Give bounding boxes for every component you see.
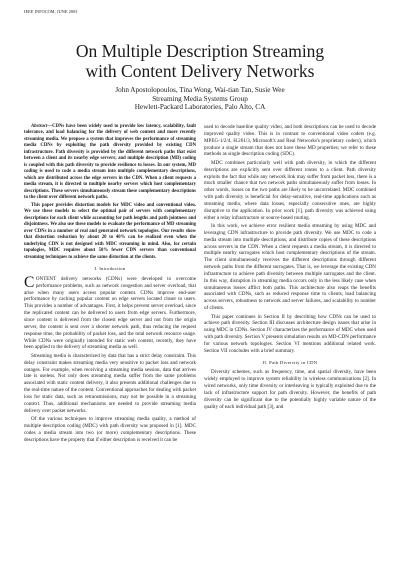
abstract: [24, 124, 196, 261]
author-names: John Apostolopoulos, Tina Wong, Wai-tian Tan, Susie Wee: [115, 86, 285, 94]
section-heading-introduction: I. Introduction: [94, 266, 126, 272]
intro-paragraph-3: Of the various techniques to improve streaming media quality, a method of multiple description coding (MDC) with path diversity was proposed in [1]. MDC codes a media stream into two (or more) complementary descriptions. These descriptions have the property that if either description is received it can be: [24, 416, 196, 443]
title-line-2: with Content Delivery Networks: [85, 61, 315, 81]
right-paragraph-2: MDC combines particularly well with path diversity, in which the different descriptions are explicitly sent over different routes to a client. Path diversity exploits the fact that while any network link may suffer from packet loss, there is a much smaller chance that two network paths simultaneously suffer from losses. In other words, losses on the two paths are likely to be uncorrelated. MDC combined with path diversity is beneficial for delay-sensitive, real-time applications such as streaming media, where data losses, especially consecutive ones, are highly disruptive to the application. In prior work [1], path diversity was achieved using either a relay infrastructure or source-based routing.: [204, 159, 376, 221]
right-paragraph-4: This paper continues in Section II by describing how CDNs can be used to achieve path diversity. Section III discusses architecture design issues that arise in using MDC in CDNs. Section IV characterizes the performance of MDC when used with path diversity. Section V presents simulation results on MD-CDN performance for various network topologies. Section VI mentions additional related work. Section VII concludes with a brief summary.: [204, 313, 376, 354]
running-header: IEEE INFOCOM, JUNE 2003: [24, 9, 78, 14]
right-paragraph-3: In this work, we achieve error resilient media streaming by using MDC and leveraging CDN infrastructure to provide path diversity. We use MDC to code a media stream into multiple descriptions, and distribute copies of these descriptions across servers in the CDN. When a client requests a media stream, it is directed to multiple nearby surrogates which host complementary descriptions of the stream. The client simultaneously receives the different descriptions through different network paths from the different surrogates. That is, we leverage the existing CDN infrastructure to achieve path diversity between multiple surrogates and the client. In this way, disruption in streaming media occurs only in the less likely case when simultaneous losses afflict both paths. This architecture also reaps the benefits associated with CDNs, such as reduced response time to clients, load balancing across servers, robustness to network and server failures, and scalability to number of clients.: [204, 223, 376, 312]
abstract-paragraph-1: —CDNs have been widely used to provide low latency, scalability, fault tolerance, and load balancing for the delivery of web content and more recently streaming media. We propose a system that improves the performance of streaming media CDNs by exploiting the path diversity provided by existing CDN infrastructure. Path diversity is provided by the different network paths that exist between a client and its nearby edge servers; and multiple description (MD) coding is coupled with this path diversity to provide resilience to losses. In our system, MD coding is used to code a media stream into multiple complementary descriptions, which are distributed across the edge servers in the CDN. When a client requests a media stream, it is directed to multiple nearby servers which host complementary descriptions. These servers simultaneously stream these complementary descriptions to the client over different network paths.: [24, 124, 196, 200]
author-block: [0, 86, 400, 112]
paper-title: [0, 41, 400, 81]
section-heading-path-diversity: II. Path Diversity in CDN: [262, 359, 318, 365]
drop-cap: C: [24, 273, 35, 291]
intro-paragraph-1: CONTENT delivery networks (CDNs) were developed to overcome performance problems, such as network congestion and server overload, that arise when many users access popular content. CDNs improve end-user performance by caching popular content on edge servers located closer to users. This provides a number of advantages. First, it helps prevent server overload, since the replicated content can be delivered to users from edge servers. Furthermore, since content is delivered from the closest edge server and not from the origin server, the content is sent over a shorter network path, thus reducing the request response time, the probability of packet loss, and the total network resource usage. While CDNs were originally intended for static web content, recently, they have been applied to the delivery of streaming media as well.: [24, 273, 196, 351]
abstract-label: Abstract: [31, 124, 48, 129]
abstract-paragraph-2: This paper provides distortion models for MDC video and conventional video. We use these models to select the optimal pair of servers with complementary descriptions for each client while accounting for path lengths and path jointness and disjointness. We also use these models to evaluate the performance of MD streaming over CDNs in a number of real and generated network topologies. Our results show that distortion reduction by about 20 to 40% can be realized even when the underlying CDN is not designed with MDC streaming in mind. Also, for certain topologies, MDC requires about 50% fewer CDN servers than conventional streaming techniques to achieve the same distortion at the clients.: [24, 203, 196, 260]
author-affiliation: Hewlett-Packard Laboratories, Palo Alto, CA: [134, 103, 266, 112]
author-group: Streaming Media Systems Group: [152, 94, 248, 103]
section2-paragraph-1: Diversity schemes, such as frequency, time, and spatial diversity, have been widely employed to improve system reliability in wireless communications [2]. In wired networks, only time diversity or interleaving is typically exploited due to the lack of infrastructure support for path diversity. However, the benefits of path diversity can be significant due to the potentially highly variable nature of the quality of each individual path [3], and: [204, 369, 376, 410]
right-column: [204, 124, 376, 412]
right-paragraph-1: used to decode baseline quality video, and both descriptions can be used to decode improved quality video. This is in contrast to conventional video coders (e.g. MPEG-1/2/4, H.261/3, Microsoft's and Real Networks's proprietary coders), which produce a single stream that does not have these MD properties; we refer to these methods as single description coding (SDC).: [204, 124, 376, 158]
title-line-1: On Multiple Description Streaming: [75, 41, 325, 61]
left-column: [24, 124, 196, 445]
intro-paragraph-2: Streaming media is characterized by data that has a strict delay constraint. This delay constraint makes streaming media very sensitive to packet loss and network outages. For example, when receiving a streaming media session, data that arrives late is useless. Not only does streaming media suffer from the same problems associated with static content delivery, it also presents additional challenges due to the real-time nature of the content. Conventional approaches for dealing with packet loss for static data, such as retransmissions, may not be possible in a streaming context. Thus, additional mechanisms are needed to provide streaming media delivery over packet networks.: [24, 352, 196, 414]
